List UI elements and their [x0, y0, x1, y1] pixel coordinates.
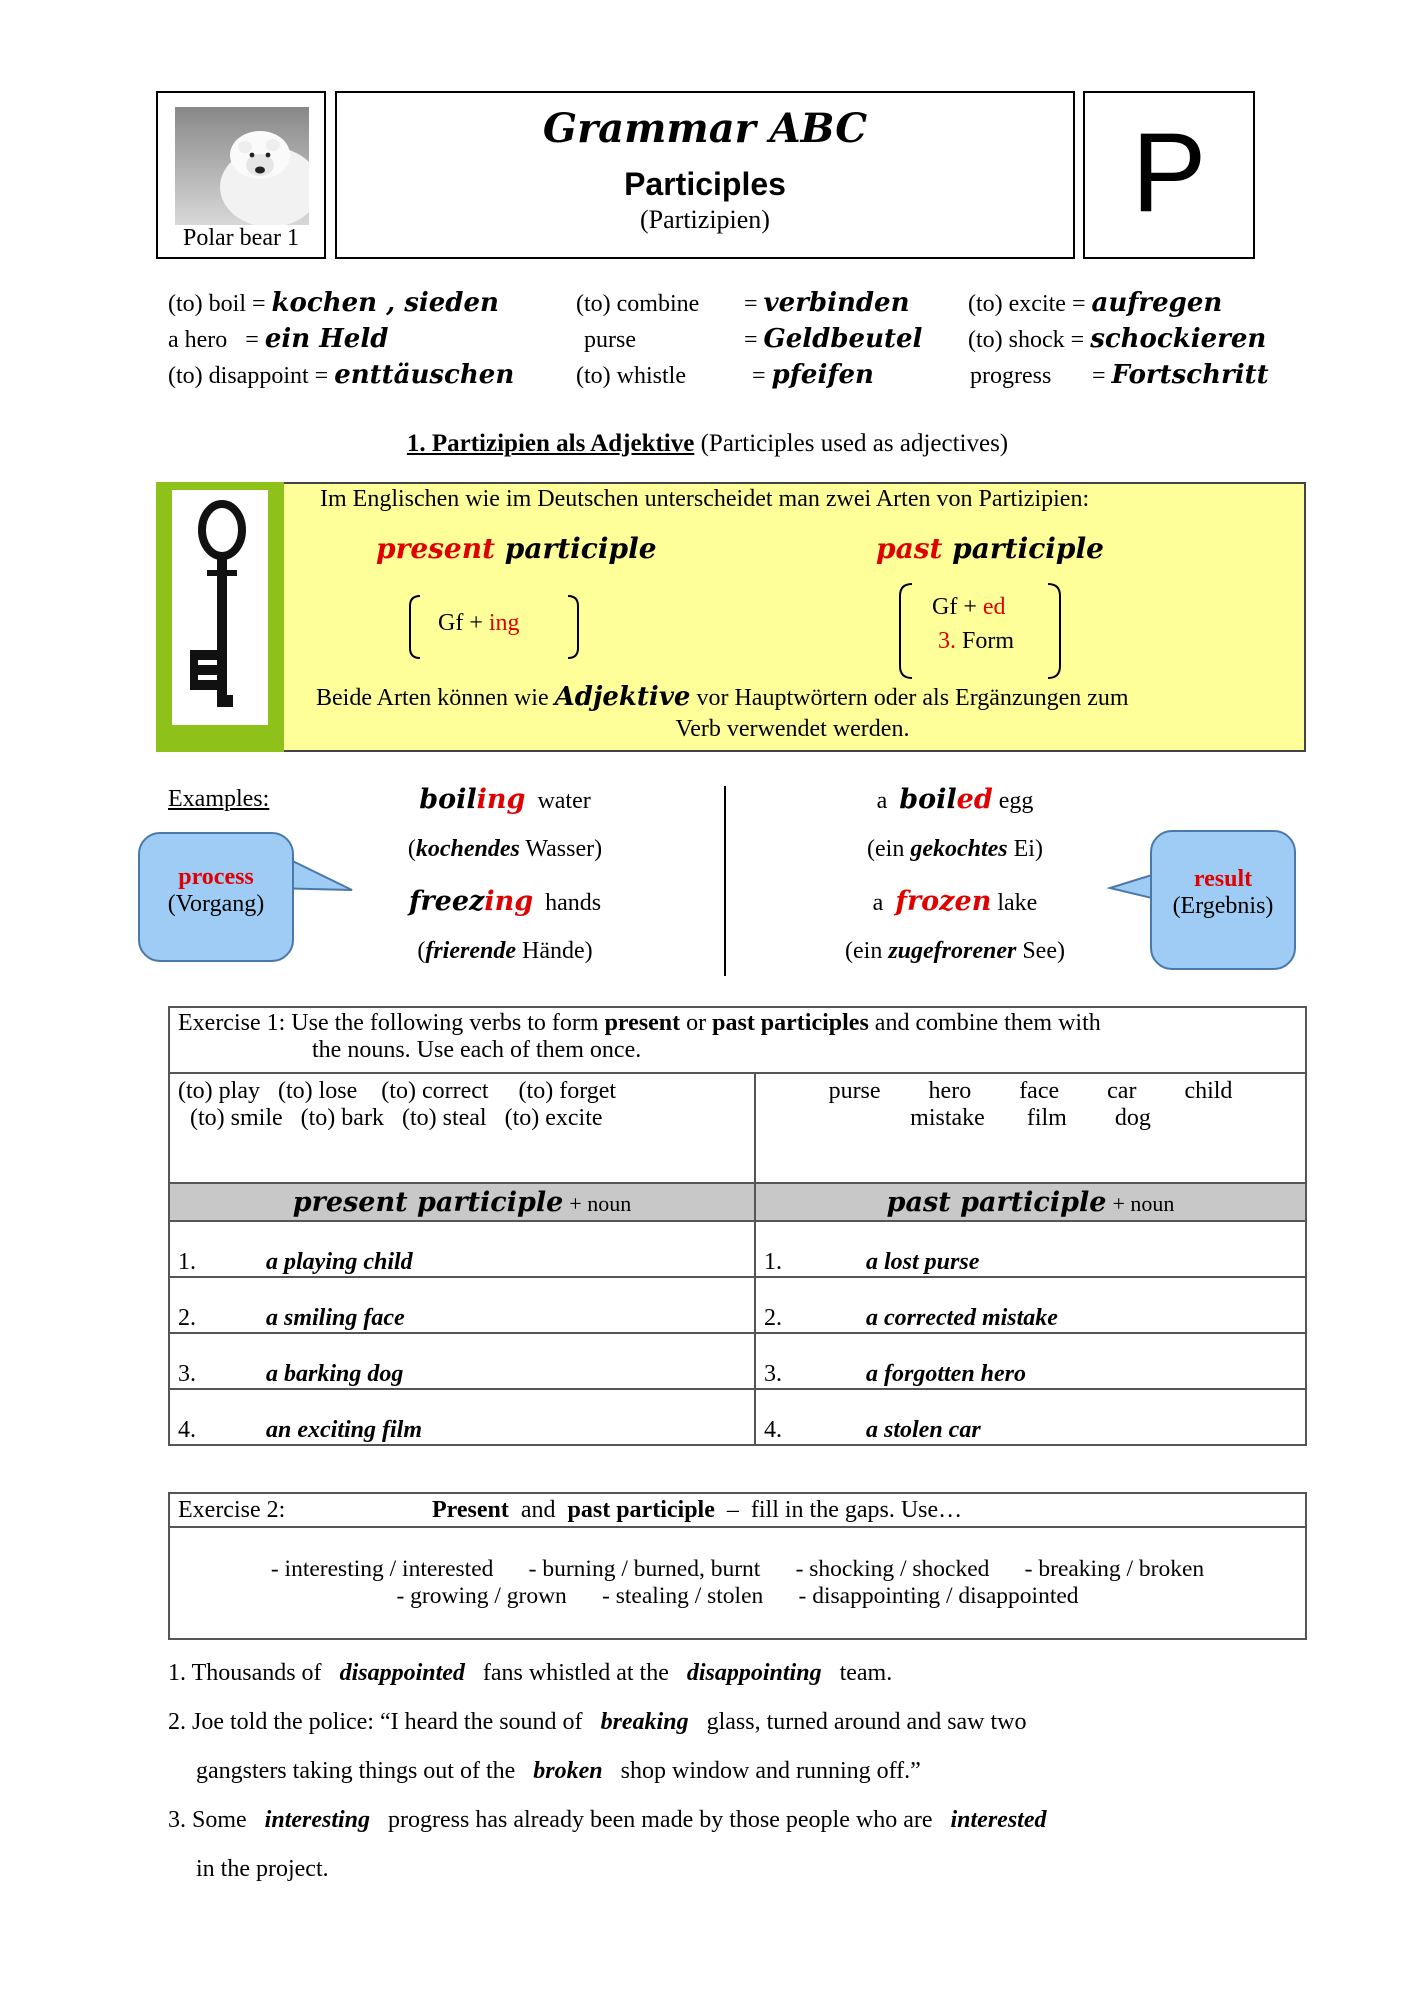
process-bubble: process (Vorgang)	[138, 832, 294, 962]
sentence-3: 3. Some interesting progress has already been made by those people who are interested	[168, 1807, 1047, 1833]
present-formula: Gf + ing	[438, 610, 520, 636]
sentence-3-cont: in the project.	[196, 1856, 329, 1882]
key-panel	[172, 490, 268, 725]
exercise2-title: Exercise 2: Present and past participle – fill in the gaps. Use…	[169, 1493, 1306, 1527]
examples-label: Examples:	[168, 786, 270, 812]
table-row: 3. a barking dog 3. a forgotten hero	[169, 1333, 1306, 1389]
table-row: 4. an exciting film 4. a stolen car	[169, 1389, 1306, 1445]
sentence-1: 1. Thousands of disappointed fans whistled at the disappointing team.	[168, 1660, 893, 1686]
exercise1-instructions: Exercise 1: Use the following verbs to form present or past participles and combine them with the nouns. Use each of them once.	[169, 1007, 1306, 1073]
page-subtitle: Participles	[624, 166, 786, 202]
exercise1-nouns: purse hero face car child mistake film dog	[755, 1073, 1306, 1183]
exercise2-options: - interesting / interested - burning / burned, burnt - shocking / shocked - breaking / broken - growing / grown - stealing / stolen - disappointing / disappointed	[169, 1527, 1306, 1639]
letter-box	[1083, 91, 1255, 259]
vocab-item: (to) excite = aufregen	[968, 288, 1223, 318]
past-formula-line2: 3. Form	[938, 628, 1015, 654]
column-header-present: present participle + noun	[169, 1183, 755, 1221]
table-row: 2. a smiling face 2. a corrected mistake	[169, 1277, 1306, 1333]
exercise2-table	[168, 1492, 1307, 1640]
vocab-item: (to) disappoint = enttäuschen	[168, 360, 515, 390]
key-icon	[172, 490, 268, 725]
example-present-2-de: (frierende Hände)	[417, 938, 593, 964]
result-bubble: result (Ergebnis)	[1150, 830, 1296, 970]
vocab-item: progress = Fortschritt	[970, 360, 1269, 390]
letter: P	[1131, 110, 1207, 235]
header-image-box	[156, 91, 326, 259]
vocab-item: (to) boil = kochen , sieden	[168, 288, 499, 318]
sentence-2: 2. Joe told the police: “I heard the sound of breaking glass, turned around and saw two	[168, 1709, 1027, 1735]
present-participle-label: present participle	[376, 532, 657, 565]
example-past-2: a frozen lake	[872, 886, 1038, 917]
page-subtitle-de: (Partizipien)	[640, 205, 770, 234]
vocab-item: a hero = ein Held	[168, 324, 389, 354]
sentence-2-cont: gangsters taking things out of the broken shop window and running off.”	[196, 1758, 921, 1784]
example-present-1: boiling water	[419, 784, 591, 815]
vocab-item: (to) whistle = pfeifen	[576, 360, 874, 390]
table-row: 1. a playing child 1. a lost purse	[169, 1221, 1306, 1277]
rule-intro: Im Englischen wie im Deutschen unterscheidet man zwei Arten von Partizipien:	[320, 486, 1090, 512]
rule-outro-2: Verb verwendet werden.	[675, 716, 910, 742]
example-past-2-de: (ein zugefrorener See)	[845, 938, 1065, 964]
polar-bear-image	[175, 107, 309, 225]
vocab-item: (to) combine = verbinden	[576, 288, 910, 318]
example-present-1-de: (kochendes Wasser)	[407, 836, 603, 862]
example-past-1-de: (ein gekochtes Ei)	[867, 836, 1043, 862]
examples-divider	[724, 786, 726, 976]
vocab-item: purse = Geldbeutel	[584, 324, 923, 354]
rule-outro: Beide Arten können wie Adjektive vor Hauptwörtern oder als Ergänzungen zum	[316, 682, 1129, 712]
past-formula-line1: Gf + ed	[932, 594, 1006, 620]
title-box	[335, 91, 1075, 259]
exercise1-table	[168, 1006, 1307, 1446]
image-caption: Polar bear 1	[183, 225, 299, 251]
page-title: Grammar ABC	[542, 105, 868, 152]
past-participle-label: past participle	[876, 532, 1104, 565]
example-present-2: freezing hands	[408, 886, 602, 917]
section1-heading: 1. Partizipien als Adjektive (Participles used as adjectives)	[406, 430, 1009, 457]
example-past-1: a boiled egg	[876, 784, 1034, 815]
vocab-item: (to) shock = schockieren	[968, 324, 1267, 354]
column-header-past: past participle + noun	[755, 1183, 1306, 1221]
exercise1-verbs: (to) play (to) lose (to) correct (to) forget (to) smile (to) bark (to) steal (to) excite	[169, 1073, 755, 1183]
